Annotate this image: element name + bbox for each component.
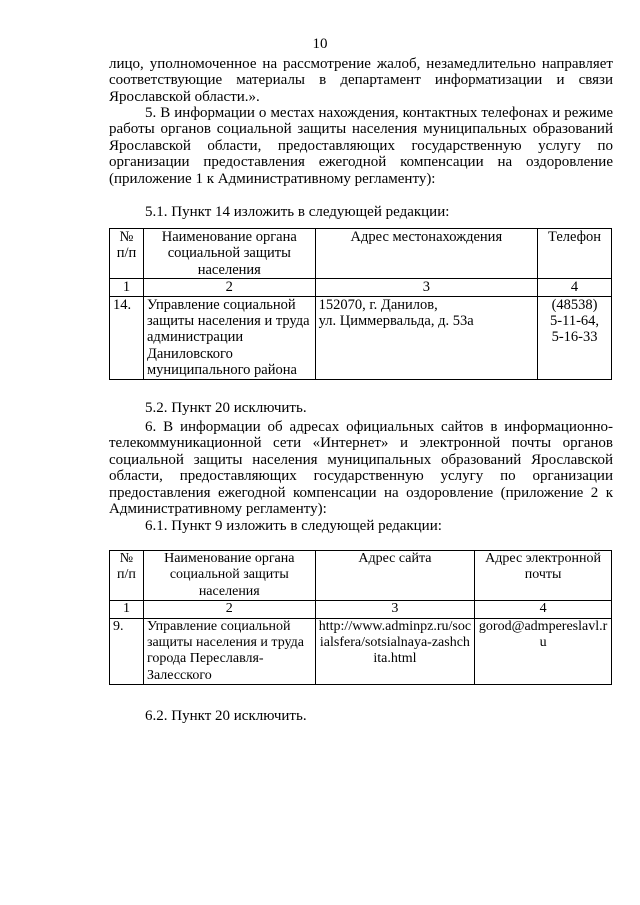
table-header-row xyxy=(110,551,612,601)
row-organ-name: Управление социальной защиты населения и труда администрации Даниловского муниципального района xyxy=(143,296,315,379)
header-email: Адрес электронной почты xyxy=(475,551,612,601)
phone-line-2: 5-11-64, xyxy=(550,313,600,330)
row-number: 9. xyxy=(110,618,144,685)
row-site-link[interactable]: http://www.adminpz.ru/socialsfera/sotsialnaya-zashchita.html xyxy=(315,618,475,685)
table-numbering-row xyxy=(110,279,612,296)
col-number-1: 1 xyxy=(110,279,144,296)
col-number-4: 4 xyxy=(475,601,612,618)
table-social-protection-offices xyxy=(109,228,612,380)
paragraph-6: 6. В информации об адресах официальных сайтов в информационно-телекоммуникационной сети «Интернет» и электронной почты органов социальной защиты населения муниципальных образований Ярославской области, предоставляющих государственную услугу по организации предоставления ежегодной компенсации на оздоровление (приложение 2 к Административному регламенту): xyxy=(109,419,613,518)
paragraph-5-1: 5.1. Пункт 14 изложить в следующей редакции: xyxy=(145,204,450,220)
table-header-row xyxy=(110,229,612,279)
address-line-2: ул. Циммервальда, д. 53а xyxy=(318,313,474,330)
col-number-1: 1 xyxy=(110,601,144,618)
paragraph-continuation: лицо, уполномоченное на рассмотрение жалоб, незамедлительно направляет соответствующие материалы в департамент информатизации и связи Ярославской области.». xyxy=(109,56,613,105)
col-number-3: 3 xyxy=(315,601,475,618)
table-row xyxy=(110,618,612,685)
row-phone xyxy=(538,296,612,379)
paragraph-6-1: 6.1. Пункт 9 изложить в следующей редакции: xyxy=(145,518,442,534)
header-address: Адрес местонахождения xyxy=(315,229,537,279)
col-number-2: 2 xyxy=(143,601,315,618)
col-number-2: 2 xyxy=(143,279,315,296)
header-number: № п/п xyxy=(110,551,144,601)
col-number-4: 4 xyxy=(538,279,612,296)
header-number: № п/п xyxy=(110,229,144,279)
header-organ-name: Наименование органа социальной защиты населения xyxy=(143,229,315,279)
table-numbering-row xyxy=(110,601,612,618)
table-official-sites xyxy=(109,550,612,685)
phone-line-1: (48538) xyxy=(551,296,598,313)
row-address xyxy=(315,296,537,379)
row-number: 14. xyxy=(110,296,144,379)
table-row xyxy=(110,296,612,379)
address-line-1: 152070, г. Данилов, xyxy=(318,296,438,313)
paragraph-5-2: 5.2. Пункт 20 исключить. xyxy=(145,400,307,416)
phone-line-3: 5-16-33 xyxy=(551,329,598,346)
row-organ-name: Управление социальной защиты населения и труда города Переславля-Залесского xyxy=(143,618,315,685)
page-number: 10 xyxy=(312,36,328,52)
header-site: Адрес сайта xyxy=(315,551,475,601)
row-email-link[interactable]: gorod@admpereslavl.ru xyxy=(475,618,612,685)
col-number-3: 3 xyxy=(315,279,537,296)
paragraph-5: 5. В информации о местах нахождения, контактных телефонах и режиме работы органов социальной защиты населения муниципальных образований Ярославской области, предоставляющих государственную услугу по организации предоставления ежегодной компенсации на оздоровление (приложение 1 к Административному регламенту): xyxy=(109,105,613,187)
paragraph-6-2: 6.2. Пункт 20 исключить. xyxy=(145,708,307,724)
header-phone: Телефон xyxy=(538,229,612,279)
header-organ-name: Наименование органа социальной защиты населения xyxy=(143,551,315,601)
